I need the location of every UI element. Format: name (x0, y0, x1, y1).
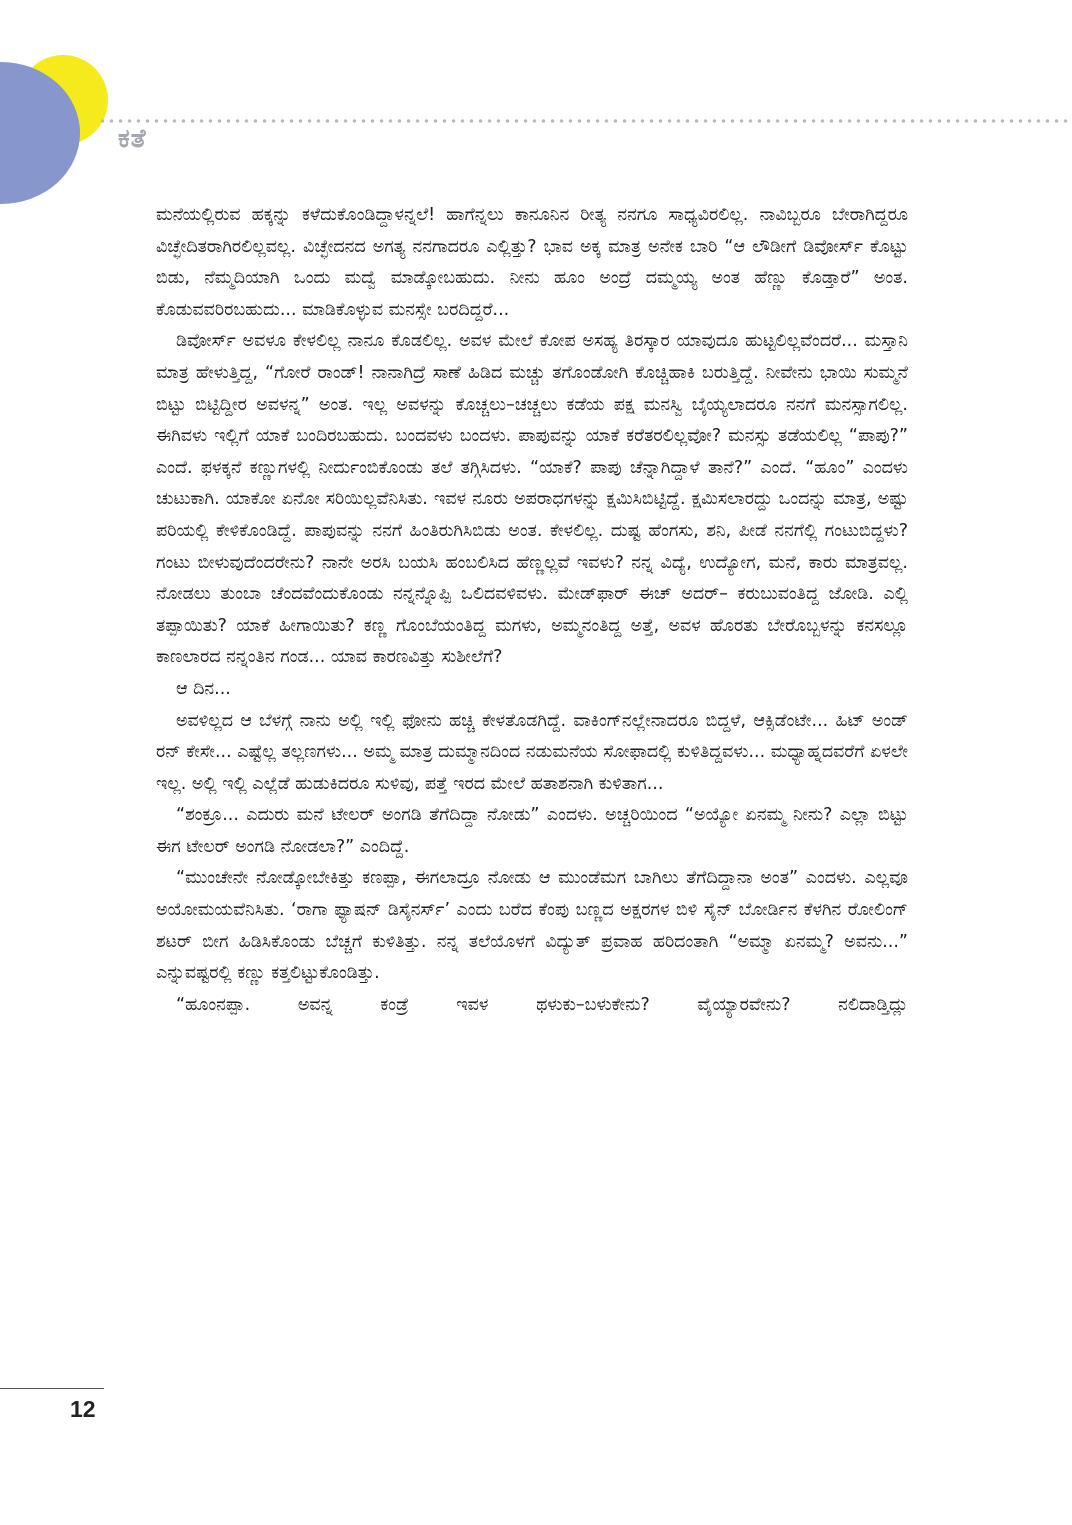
paragraph: “ಮುಂಚೇನೇ ನೋಡ್ಕೋಬೇಕಿತ್ತು ಕಣಪ್ಪಾ, ಈಗಲಾದ್ರೂ ನೋಡು ಆ ಮುಂಡೆಮಗ ಬಾಗಿಲು ತೆಗೆದಿದ್ದಾನಾ ಅಂತ” ಎಂದಳು. ಎಲ್ಲವೂ ಅಯೋಮಯವೆನಿಸಿತು. ‘ರಾಗಾ ಫ್ಯಾಷನ್ ಡಿಸೈನರ್ಸ್’ ಎಂದು ಬರೆದ ಕೆಂಪು ಬಣ್ಣದ ಅಕ್ಷರಗಳ ಬಿಳಿ ಸೈನ್ ಬೋರ್ಡಿನ ಕೆಳಗಿನ ರೋಲಿಂಗ್ ಶಟರ್ ಬೀಗ ಹಿಡಿಸಿಕೊಂಡು ಬೆಚ್ಚಗೆ ಕುಳಿತಿತ್ತು. ನನ್ನ ತಲೆಯೊಳಗೆ ವಿದ್ಯುತ್ ಪ್ರವಾಹ ಹರಿದಂತಾಗಿ “ಅಮ್ಮಾ ಏನಮ್ಮ? ಅವನು...” ಎನ್ನುವಷ್ಟರಲ್ಲಿ ಕಣ್ಣು ಕತ್ತಲಿಟ್ಟುಕೊಂಡಿತ್ತು. (156, 868, 908, 984)
page-number-rule (0, 1388, 104, 1389)
page-number: 12 (70, 1396, 96, 1422)
paragraph: ಅವಳಿಲ್ಲದ ಆ ಬೆಳಗ್ಗೆ ನಾನು ಅಲ್ಲಿ ಇಲ್ಲಿ ಫೋನು ಹಚ್ಚಿ ಕೇಳತೊಡಗಿದ್ದೆ. ವಾಕಿಂಗ್‌ನಲ್ಲೇನಾದರೂ ಬಿದ್ದಳೆ, ಆಕ್ಸಿಡೆಂಟೇ... ಹಿಟ್ ಅಂಡ್ ರನ್ ಕೇಸೇ... ಎಷ್ಟೆಲ್ಲ ತಲ್ಲಣಗಳು... ಅಮ್ಮ ಮಾತ್ರ ದುಮ್ಮಾನದಿಂದ ನಡುಮನೆಯ ಸೋಫಾದಲ್ಲಿ ಕುಳಿತಿದ್ದವಳು... ಮಧ್ಯಾಹ್ನದವರೆಗೆ ಏಳಲೇ ಇಲ್ಲ. ಅಲ್ಲಿ ಇಲ್ಲಿ ಎಲ್ಲೆಡೆ ಹುಡುಕಿದರೂ ಸುಳಿವು, ಪತ್ತೆ ಇರದ ಮೇಲೆ ಹತಾಶನಾಗಿ ಕುಳಿತಾಗ... (156, 710, 908, 794)
paragraph: “ಹೂಂನಪ್ಪಾ. ಅವನ್ನ ಕಂಡ್ರೆ ಇವಳ ಥಳುಕು–ಬಳುಕೇನು? ವೈಯ್ಯಾರವೇನು? ನಲಿದಾಡ್ತಿದ್ಲು (176, 994, 908, 1015)
paragraph: “ಶಂಕ್ರೂ... ಎದುರು ಮನೆ ಟೇಲರ್ ಅಂಗಡಿ ತೆಗೆದಿದ್ದಾ ನೋಡು” ಎಂದಳು. ಅಚ್ಚರಿಯಿಂದ “ಅಯ್ಯೋ ಏನಮ್ಮ ನೀನು? ಎಲ್ಲಾ ಬಿಟ್ಟು ಈಗ ಟೇಲರ್ ಅಂಗಡಿ ನೋಡಲಾ?” ಎಂದಿದ್ದೆ. (156, 805, 908, 857)
story-body (156, 200, 908, 1021)
header-dotted-rule (98, 118, 1072, 124)
paragraph: ಮನೆಯಲ್ಲಿರುವ ಹಕ್ಕನ್ನು ಕಳೆದುಕೊಂಡಿದ್ದಾಳನ್ನಲೆ! ಹಾಗೆನ್ನಲು ಕಾನೂನಿನ ರೀತ್ಯ ನನಗೂ ಸಾಧ್ಯವಿರಲಿಲ್ಲ. ನಾವಿಬ್ಬರೂ ಬೇರಾಗಿದ್ದರೂ ವಿಚ್ಛೇದಿತರಾಗಿರಲಿಲ್ಲವಲ್ಲ. ವಿಚ್ಛೇದನದ ಅಗತ್ಯ ನನಗಾದರೂ ಎಲ್ಲಿತ್ತು? ಭಾವ ಅಕ್ಕ ಮಾತ್ರ ಅನೇಕ ಬಾರಿ “ಆ ಲೌಡೀಗೆ ಡಿವೋರ್ಸ್ ಕೊಟ್ಟು ಬಿಡು, ನೆಮ್ಮದಿಯಾಗಿ ಒಂದು ಮದ್ವೆ ಮಾಡ್ಕೋಬಹುದು. ನೀನು ಹೂಂ ಅಂದ್ರೆ ದಮ್ಮಯ್ಯ ಅಂತ ಹೆಣ್ಣು ಕೊಡ್ತಾರೆ” ಅಂತ. ಕೊಡುವವರಿರಬಹುದು... ಮಾಡಿಕೊಳ್ಳುವ ಮನಸ್ಸೇ ಬರದಿದ್ದರೆ... (156, 205, 908, 320)
paragraph: ಡಿವೋರ್ಸ್ ಅವಳೂ ಕೇಳಲಿಲ್ಲ ನಾನೂ ಕೊಡಲಿಲ್ಲ. ಅವಳ ಮೇಲೆ ಕೋಪ ಅಸಹ್ಯ ತಿರಸ್ಕಾರ ಯಾವುದೂ ಹುಟ್ಟಲಿಲ್ಲವೆಂದರೆ... ಮಸ್ತಾನಿ ಮಾತ್ರ ಹೇಳುತ್ತಿದ್ದ, “ಗೋರೆ ರಾಂಡ್! ನಾನಾಗಿದ್ರೆ ಸಾಣೆ ಹಿಡಿದ ಮಚ್ಚು ತಗೊಂಡೋಗಿ ಕೊಚ್ಚಿಹಾಕಿ ಬರುತ್ತಿದ್ದೆ. ನೀವೇನು ಭಾಯಿ ಸುಮ್ಮನೆ ಬಿಟ್ಟು ಬಿಟ್ಟಿದ್ದೀರ ಅವಳನ್ನ” ಅಂತ. ಇಲ್ಲ ಅವಳನ್ನು ಕೊಚ್ಚಲು–ಚಚ್ಚಲು ಕಡೆಯ ಪಕ್ಷ ಮನಸ್ವಿ ಬೈಯ್ಯಲಾದರೂ ನನಗೆ ಮನಸ್ಸಾಗಲಿಲ್ಲ. ಈಗಿವಳು ಇಲ್ಲಿಗೆ ಯಾಕೆ ಬಂದಿರಬಹುದು. ಬಂದವಳು ಬಂದಳು. ಪಾಪುವನ್ನು ಯಾಕೆ ಕರೆತರಲಿಲ್ಲವೋ? ಮನಸ್ಸು ತಡೆಯಲಿಲ್ಲ “ಪಾಪು?” ಎಂದೆ. ಫಳಕ್ಕನೆ ಕಣ್ಣುಗಳಲ್ಲಿ ನೀರ್ದುಂಬಿಕೊಂಡು ತಲೆ ತಗ್ಗಿಸಿದಳು. “ಯಾಕೆ? ಪಾಪು ಚೆನ್ನಾಗಿದ್ದಾಳೆ ತಾನೆ?” ಎಂದೆ. “ಹೂಂ” ಎಂದಳು ಚುಟುಕಾಗಿ. ಯಾಕೋ ಏನೋ ಸರಿಯಿಲ್ಲವೆನಿಸಿತು. ಇವಳ ನೂರು ಅಪರಾಧಗಳನ್ನು ಕ್ಷಮಿಸಿಬಿಟ್ಟಿದ್ದೆ. ಕ್ಷಮಿಸಲಾರದ್ದು ಒಂದನ್ನು ಮಾತ್ರ, ಅಷ್ಟು ಪರಿಯಲ್ಲಿ ಕೇಳಿಕೊಂಡಿದ್ದೆ. ಪಾಪುವನ್ನು ನನಗೆ ಹಿಂತಿರುಗಿಸಿಬಿಡು ಅಂತ. ಕೇಳಲಿಲ್ಲ. ದುಷ್ಟ ಹೆಂಗಸು, ಶನಿ, ಪೀಡೆ ನನಗೆಲ್ಲಿ ಗಂಟುಬಿದ್ದಳು? ಗಂಟು ಬೀಳುವುದೆಂದರೇನು? ನಾನೇ ಅರಸಿ ಬಯಸಿ ಹಂಬಲಿಸಿದ ಹೆಣ್ಣಲ್ಲವೆ ಇವಳು? ನನ್ನ ವಿದ್ಯೆ, ಉದ್ಯೋಗ, ಮನೆ, ಕಾರು ಮಾತ್ರವಲ್ಲ. ನೋಡಲು ತುಂಬಾ ಚೆಂದವೆಂದುಕೊಂಡು ನನ್ನನ್ನೊಪ್ಪಿ ಒಲಿದವಳಿವಳು. ಮೇಡ್‌ಫಾರ್ ಈಚ್ ಅದರ್– ಕರುಬುವಂತಿದ್ದ ಜೋಡಿ. ಎಲ್ಲಿ ತಪ್ಪಾಯಿತು? ಯಾಕೆ ಹೀಗಾಯಿತು? ಕಣ್ಣ ಗೊಂಬೆಯಂತಿದ್ದ ಮಗಳು, ಅಮ್ಮನಂತಿದ್ದ ಅತ್ತೆ, ಅವಳ ಹೊರತು ಬೇರೊಬ್ಬಳನ್ನು ಕನಸಲ್ಲೂ ಕಾಣಲಾರದ ನನ್ನಂತಿನ ಗಂಡ... ಯಾವ ಕಾರಣವಿತ್ತು ಸುಶೀಲೆಗೆ? (156, 331, 908, 668)
paragraph: ಆ ದಿನ... (176, 678, 231, 699)
section-label: ಕತೆ (118, 124, 147, 154)
